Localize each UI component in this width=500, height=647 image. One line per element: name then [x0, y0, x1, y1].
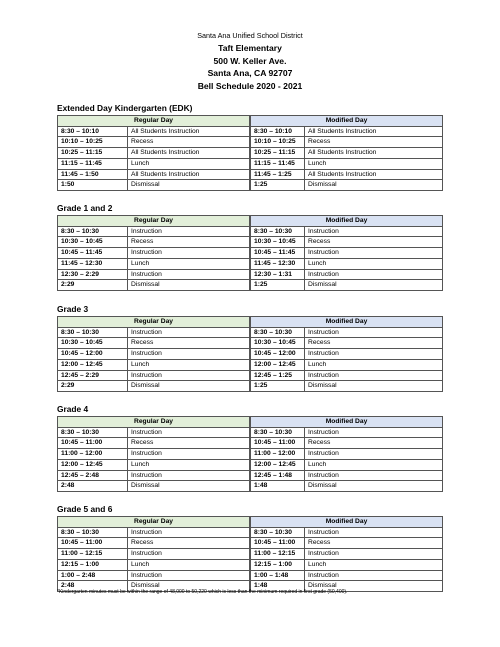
schedule-row	[251, 359, 443, 370]
modified-day-table	[250, 416, 443, 492]
schedule-row	[251, 258, 443, 269]
activity-cell: Instruction	[128, 470, 250, 481]
activity-cell: Lunch	[128, 459, 250, 470]
time-cell: 8:30 – 10:30	[58, 427, 128, 438]
time-cell: 8:30 – 10:30	[58, 327, 128, 338]
schedule-row	[251, 527, 443, 538]
activity-cell: Dismissal	[305, 481, 443, 492]
section-grade-1-and-2	[57, 201, 500, 291]
schedule-row	[58, 280, 250, 291]
schedule-row	[58, 449, 250, 460]
schedule-row	[58, 538, 250, 549]
time-cell: 10:45 – 11:00	[251, 438, 305, 449]
time-cell: 11:00 – 12:00	[251, 449, 305, 460]
schedule-row	[251, 126, 443, 137]
activity-cell: Instruction	[128, 449, 250, 460]
time-cell: 12:30 – 1:31	[251, 269, 305, 280]
activity-cell: Lunch	[305, 258, 443, 269]
time-cell: 12:45 – 2:29	[58, 370, 128, 381]
school-address: 500 W. Keller Ave.	[213, 55, 287, 66]
schedule-title: Bell Schedule 2020 - 2021	[197, 80, 303, 91]
time-cell: 10:45 – 11:00	[58, 438, 128, 449]
schedule-row	[251, 269, 443, 280]
schedule-row	[58, 381, 250, 392]
time-cell: 8:30 – 10:30	[251, 327, 305, 338]
activity-cell: Instruction	[128, 226, 250, 237]
schedule-tables	[57, 215, 500, 291]
modified-day-header: Modified Day	[251, 517, 443, 528]
time-cell: 10:25 – 11:15	[58, 148, 128, 159]
time-cell: 10:30 – 10:45	[251, 237, 305, 248]
activity-cell: Instruction	[305, 527, 443, 538]
time-cell: 12:00 – 12:45	[251, 459, 305, 470]
schedule-row	[58, 338, 250, 349]
schedule-row	[58, 226, 250, 237]
time-cell: 1:00 – 1:48	[251, 570, 305, 581]
activity-cell: Instruction	[305, 370, 443, 381]
time-cell: 11:45 – 12:30	[58, 258, 128, 269]
activity-cell: Dismissal	[128, 280, 250, 291]
time-cell: 10:30 – 10:45	[251, 338, 305, 349]
activity-cell: Recess	[305, 237, 443, 248]
schedule-row	[251, 158, 443, 169]
time-cell: 10:10 – 10:25	[58, 137, 128, 148]
time-cell: 8:30 – 10:30	[251, 527, 305, 538]
activity-cell: Lunch	[128, 158, 250, 169]
schedule-row	[251, 338, 443, 349]
time-cell: 10:45 – 11:45	[58, 248, 128, 259]
schedule-row	[251, 438, 443, 449]
time-cell: 10:45 – 11:00	[58, 538, 128, 549]
time-cell: 10:30 – 10:45	[58, 237, 128, 248]
schedule-row	[251, 449, 443, 460]
time-cell: 12:45 – 1:48	[251, 470, 305, 481]
activity-cell: Instruction	[128, 269, 250, 280]
activity-cell: All Students Instruction	[128, 148, 250, 159]
activity-cell: Instruction	[128, 527, 250, 538]
activity-cell: Recess	[128, 338, 250, 349]
schedule-row	[58, 427, 250, 438]
schedule-row	[58, 248, 250, 259]
regular-day-header: Regular Day	[58, 317, 250, 328]
activity-cell: Instruction	[305, 349, 443, 360]
section-grade-4	[57, 402, 500, 492]
activity-cell: All Students Instruction	[128, 126, 250, 137]
time-cell: 12:00 – 12:45	[58, 359, 128, 370]
schedule-row	[58, 269, 250, 280]
activity-cell: Instruction	[305, 248, 443, 259]
schedule-row	[58, 459, 250, 470]
schedule-row	[251, 549, 443, 560]
schedule-row	[58, 349, 250, 360]
section-title: Extended Day Kindergarten (EDK)	[57, 103, 193, 113]
activity-cell: Dismissal	[305, 180, 443, 191]
schedule-row	[251, 470, 443, 481]
schedule-row	[251, 559, 443, 570]
schedule-tables	[57, 115, 500, 191]
schedule-row	[58, 438, 250, 449]
activity-cell: All Students Instruction	[305, 169, 443, 180]
activity-cell: Instruction	[305, 470, 443, 481]
schedule-row	[251, 280, 443, 291]
time-cell: 2:48	[58, 481, 128, 492]
time-cell: 11:45 – 1:50	[58, 169, 128, 180]
time-cell: 1:48	[251, 481, 305, 492]
regular-day-header: Regular Day	[58, 417, 250, 428]
time-cell: 1:48	[251, 581, 305, 592]
regular-day-table	[57, 316, 250, 392]
modified-day-header: Modified Day	[251, 317, 443, 328]
modified-day-header: Modified Day	[251, 417, 443, 428]
schedule-row	[58, 237, 250, 248]
schedule-row	[58, 570, 250, 581]
time-cell: 11:45 – 12:30	[251, 258, 305, 269]
activity-cell: Instruction	[305, 570, 443, 581]
time-cell: 2:48	[58, 581, 128, 592]
schedule-row	[58, 180, 250, 191]
activity-cell: Lunch	[305, 459, 443, 470]
regular-day-table	[57, 416, 250, 492]
schedule-row	[58, 359, 250, 370]
time-cell: 11:15 – 11:45	[251, 158, 305, 169]
schedule-row	[251, 248, 443, 259]
schedule-row	[58, 559, 250, 570]
activity-cell: Recess	[128, 438, 250, 449]
schedule-row	[58, 327, 250, 338]
time-cell: 1:50	[58, 180, 128, 191]
modified-day-table	[250, 115, 443, 191]
modified-day-table	[250, 215, 443, 291]
activity-cell: Lunch	[128, 359, 250, 370]
section-grade-3	[57, 302, 500, 392]
activity-cell: Instruction	[305, 549, 443, 560]
schedule-row	[251, 327, 443, 338]
schedule-row	[251, 148, 443, 159]
schedule-row	[58, 527, 250, 538]
schedule-tables	[57, 416, 500, 492]
regular-day-header: Regular Day	[58, 517, 250, 528]
section-title: Grade 5 and 6	[57, 504, 113, 514]
activity-cell: Recess	[128, 538, 250, 549]
schedule-row	[58, 158, 250, 169]
activity-cell: Lunch	[305, 158, 443, 169]
time-cell: 12:45 – 1:25	[251, 370, 305, 381]
activity-cell: Lunch	[128, 258, 250, 269]
time-cell: 8:30 – 10:30	[58, 226, 128, 237]
school-name: Taft Elementary	[218, 43, 282, 53]
time-cell: 11:00 – 12:15	[251, 549, 305, 560]
section-grade-5-and-6	[57, 502, 500, 592]
activity-cell: Lunch	[305, 359, 443, 370]
time-cell: 8:30 – 10:10	[251, 126, 305, 137]
time-cell: 8:30 – 10:30	[251, 427, 305, 438]
time-cell: 8:30 – 10:30	[251, 226, 305, 237]
time-cell: 10:10 – 10:25	[251, 137, 305, 148]
kindergarten-footnote: *Kindergarten minutes must be within the range of 48,000 to 50,220 which is less than the minimum required in first grade (50,400).	[57, 589, 348, 595]
time-cell: 10:25 – 11:15	[251, 148, 305, 159]
schedule-row	[251, 349, 443, 360]
modified-day-table	[250, 516, 443, 592]
schedule-row	[58, 549, 250, 560]
activity-cell: Instruction	[128, 427, 250, 438]
time-cell: 1:00 – 2:48	[58, 570, 128, 581]
time-cell: 12:00 – 12:45	[58, 459, 128, 470]
regular-day-table	[57, 215, 250, 291]
regular-day-table	[57, 516, 250, 592]
schedule-row	[251, 169, 443, 180]
schedule-row	[58, 370, 250, 381]
activity-cell: Lunch	[305, 559, 443, 570]
time-cell: 12:30 – 2:29	[58, 269, 128, 280]
activity-cell: Instruction	[128, 248, 250, 259]
regular-day-table	[57, 115, 250, 191]
time-cell: 12:00 – 12:45	[251, 359, 305, 370]
time-cell: 10:45 – 12:00	[251, 349, 305, 360]
time-cell: 11:00 – 12:15	[58, 549, 128, 560]
time-cell: 10:45 – 11:00	[251, 538, 305, 549]
schedule-row	[251, 538, 443, 549]
time-cell: 12:45 – 2:48	[58, 470, 128, 481]
activity-cell: Recess	[305, 137, 443, 148]
activity-cell: Recess	[128, 137, 250, 148]
section-extended-day-kindergarten-edk	[57, 101, 500, 191]
time-cell: 1:25	[251, 280, 305, 291]
activity-cell: Instruction	[305, 327, 443, 338]
schedule-row	[251, 237, 443, 248]
time-cell: 8:30 – 10:10	[58, 126, 128, 137]
schedule-row	[251, 370, 443, 381]
time-cell: 10:45 – 12:00	[58, 349, 128, 360]
modified-day-table	[250, 316, 443, 392]
modified-day-header: Modified Day	[251, 216, 443, 227]
activity-cell: Dismissal	[128, 581, 250, 592]
activity-cell: All Students Instruction	[128, 169, 250, 180]
regular-day-header: Regular Day	[58, 216, 250, 227]
document-header	[0, 30, 500, 92]
activity-cell: Instruction	[128, 349, 250, 360]
section-title: Grade 1 and 2	[57, 203, 113, 213]
activity-cell: All Students Instruction	[305, 126, 443, 137]
activity-cell: Recess	[305, 338, 443, 349]
schedule-row	[251, 427, 443, 438]
schedule-row	[58, 258, 250, 269]
time-cell: 8:30 – 10:30	[58, 527, 128, 538]
activity-cell: Recess	[305, 538, 443, 549]
schedule-row	[251, 180, 443, 191]
regular-day-header: Regular Day	[58, 116, 250, 127]
activity-cell: Instruction	[128, 549, 250, 560]
schedule-row	[58, 481, 250, 492]
time-cell: 12:15 – 1:00	[251, 559, 305, 570]
activity-cell: Lunch	[128, 559, 250, 570]
schedule-row	[251, 381, 443, 392]
schedule-row	[251, 226, 443, 237]
school-city: Santa Ana, CA 92707	[207, 68, 293, 79]
activity-cell: Instruction	[305, 226, 443, 237]
activity-cell: Instruction	[305, 449, 443, 460]
district-name: Santa Ana Unified School District	[197, 31, 303, 40]
schedule-row	[251, 481, 443, 492]
schedule-row	[251, 459, 443, 470]
time-cell: 2:29	[58, 280, 128, 291]
schedule-tables	[57, 516, 500, 592]
schedule-row	[58, 126, 250, 137]
activity-cell: Recess	[128, 237, 250, 248]
activity-cell: Dismissal	[128, 481, 250, 492]
time-cell: 12:15 – 1:00	[58, 559, 128, 570]
activity-cell: Recess	[305, 438, 443, 449]
schedule-row	[58, 169, 250, 180]
time-cell: 11:45 – 1:25	[251, 169, 305, 180]
schedule-row	[251, 137, 443, 148]
time-cell: 10:45 – 11:45	[251, 248, 305, 259]
activity-cell: Instruction	[128, 370, 250, 381]
schedule-tables	[57, 316, 500, 392]
activity-cell: Instruction	[128, 570, 250, 581]
activity-cell: Instruction	[305, 269, 443, 280]
section-title: Grade 4	[57, 404, 89, 414]
schedule-row	[58, 148, 250, 159]
schedule-row	[58, 470, 250, 481]
time-cell: 10:30 – 10:45	[58, 338, 128, 349]
section-title: Grade 3	[57, 304, 89, 314]
activity-cell: Instruction	[128, 327, 250, 338]
activity-cell: All Students Instruction	[305, 148, 443, 159]
time-cell: 11:15 – 11:45	[58, 158, 128, 169]
activity-cell: Dismissal	[305, 381, 443, 392]
modified-day-header: Modified Day	[251, 116, 443, 127]
activity-cell: Dismissal	[305, 581, 443, 592]
time-cell: 1:25	[251, 180, 305, 191]
time-cell: 1:25	[251, 381, 305, 392]
schedule-row	[251, 570, 443, 581]
time-cell: 11:00 – 12:00	[58, 449, 128, 460]
schedule-row	[58, 137, 250, 148]
time-cell: 2:29	[58, 381, 128, 392]
activity-cell: Dismissal	[305, 280, 443, 291]
activity-cell: Dismissal	[128, 180, 250, 191]
activity-cell: Dismissal	[128, 381, 250, 392]
activity-cell: Instruction	[305, 427, 443, 438]
